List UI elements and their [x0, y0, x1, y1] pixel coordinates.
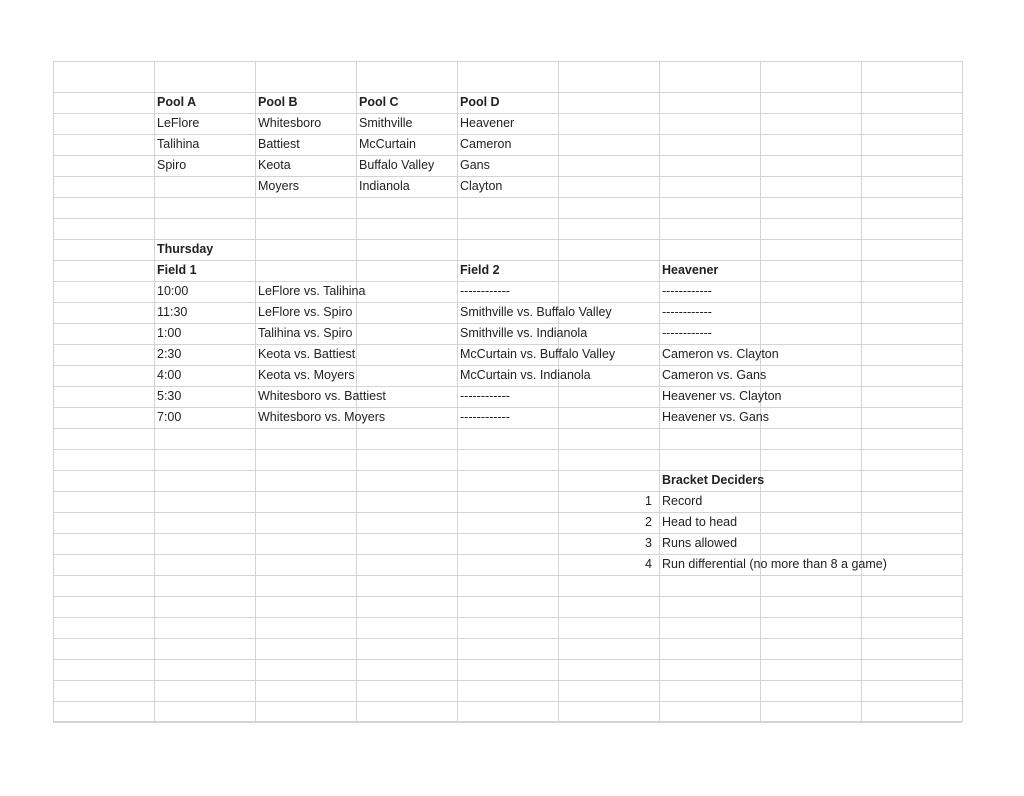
bracket-criterion[interactable]: Runs allowed	[662, 536, 738, 550]
field2-header[interactable]: Field 2	[460, 263, 500, 277]
game-time[interactable]: 2:30	[157, 347, 182, 361]
field2-game[interactable]: Smithville vs. Buffalo Valley	[460, 305, 612, 319]
pool-team[interactable]: Gans	[460, 158, 490, 172]
pool-b-header[interactable]: Pool B	[258, 95, 298, 109]
row-gridline	[53, 176, 962, 177]
bracket-rank[interactable]: 3	[645, 536, 652, 550]
row-gridline	[53, 61, 962, 62]
bracket-criterion[interactable]: Run differential (no more than 8 a game)	[662, 557, 887, 571]
row-gridline	[53, 512, 962, 513]
row-gridline	[53, 533, 962, 534]
heavener-game[interactable]: Cameron vs. Clayton	[662, 347, 779, 361]
row-gridline	[53, 470, 962, 471]
heavener-game[interactable]: ------------	[662, 326, 712, 340]
row-gridline	[53, 596, 962, 597]
field1-game[interactable]: Whitesboro vs. Battiest	[258, 389, 386, 403]
heavener-game[interactable]: Heavener vs. Gans	[662, 410, 769, 424]
game-time[interactable]: 4:00	[157, 368, 182, 382]
pool-team[interactable]: Moyers	[258, 179, 299, 193]
bracket-criterion[interactable]: Head to head	[662, 515, 738, 529]
column-gridline	[659, 61, 660, 721]
field1-game[interactable]: Talihina vs. Spiro	[258, 326, 353, 340]
game-time[interactable]: 10:00	[157, 284, 189, 298]
row-gridline	[53, 575, 962, 576]
pool-team[interactable]: Keota	[258, 158, 291, 172]
bracket-rank[interactable]: 4	[645, 557, 652, 571]
bracket-rank[interactable]: 1	[645, 494, 652, 508]
field2-game[interactable]: ------------	[460, 389, 510, 403]
game-time[interactable]: 1:00	[157, 326, 182, 340]
heavener-game[interactable]: Heavener vs. Clayton	[662, 389, 782, 403]
column-gridline	[457, 61, 458, 721]
pool-team[interactable]: Whitesboro	[258, 116, 322, 130]
game-time[interactable]: 5:30	[157, 389, 182, 403]
pool-a-header[interactable]: Pool A	[157, 95, 197, 109]
row-gridline	[53, 701, 962, 702]
column-gridline	[255, 61, 256, 721]
row-gridline	[53, 218, 962, 219]
row-gridline	[53, 638, 962, 639]
pool-team[interactable]: Battiest	[258, 137, 300, 151]
field2-game[interactable]: Smithville vs. Indianola	[460, 326, 588, 340]
column-gridline	[154, 61, 155, 721]
heavener-header[interactable]: Heavener	[662, 263, 719, 277]
row-gridline	[53, 617, 962, 618]
bracket-rank[interactable]: 2	[645, 515, 652, 529]
field1-game[interactable]: Keota vs. Battiest	[258, 347, 356, 361]
row-gridline	[53, 680, 962, 681]
bracket-criterion[interactable]: Record	[662, 494, 703, 508]
bracket-title[interactable]: Bracket Deciders	[662, 473, 765, 487]
field1-game[interactable]: LeFlore vs. Spiro	[258, 305, 353, 319]
pool-d-header[interactable]: Pool D	[460, 95, 500, 109]
row-gridline	[53, 659, 962, 660]
field2-game[interactable]: ------------	[460, 284, 510, 298]
field1-game[interactable]: Whitesboro vs. Moyers	[258, 410, 386, 424]
column-gridline	[558, 61, 559, 721]
field1-game[interactable]: Keota vs. Moyers	[258, 368, 355, 382]
row-gridline	[53, 197, 962, 198]
row-gridline	[53, 722, 962, 723]
pool-team[interactable]: Spiro	[157, 158, 187, 172]
game-time[interactable]: 7:00	[157, 410, 182, 424]
pool-team[interactable]: McCurtain	[359, 137, 416, 151]
row-gridline	[53, 449, 962, 450]
day-label[interactable]: Thursday	[157, 242, 214, 256]
pool-team[interactable]: Smithville	[359, 116, 413, 130]
column-gridline	[53, 61, 54, 721]
row-gridline	[53, 155, 962, 156]
pool-team[interactable]: Talihina	[157, 137, 200, 151]
field1-header[interactable]: Field 1	[157, 263, 197, 277]
pool-team[interactable]: Buffalo Valley	[359, 158, 435, 172]
game-time[interactable]: 11:30	[157, 305, 188, 319]
field2-game[interactable]: McCurtain vs. Buffalo Valley	[460, 347, 616, 361]
field1-game[interactable]: LeFlore vs. Talihina	[258, 284, 366, 298]
spreadsheet-grid	[53, 61, 963, 722]
pool-team[interactable]: Heavener	[460, 116, 515, 130]
pool-c-header[interactable]: Pool C	[359, 95, 399, 109]
heavener-game[interactable]: ------------	[662, 305, 712, 319]
pool-team[interactable]: Indianola	[359, 179, 410, 193]
row-gridline	[53, 428, 962, 429]
row-gridline	[53, 491, 962, 492]
heavener-game[interactable]: ------------	[662, 284, 712, 298]
pool-team[interactable]: Cameron	[460, 137, 512, 151]
field2-game[interactable]: ------------	[460, 410, 510, 424]
pool-team[interactable]: Clayton	[460, 179, 503, 193]
pool-team[interactable]: LeFlore	[157, 116, 200, 130]
column-gridline	[861, 61, 862, 721]
field2-game[interactable]: McCurtain vs. Indianola	[460, 368, 591, 382]
heavener-game[interactable]: Cameron vs. Gans	[662, 368, 767, 382]
